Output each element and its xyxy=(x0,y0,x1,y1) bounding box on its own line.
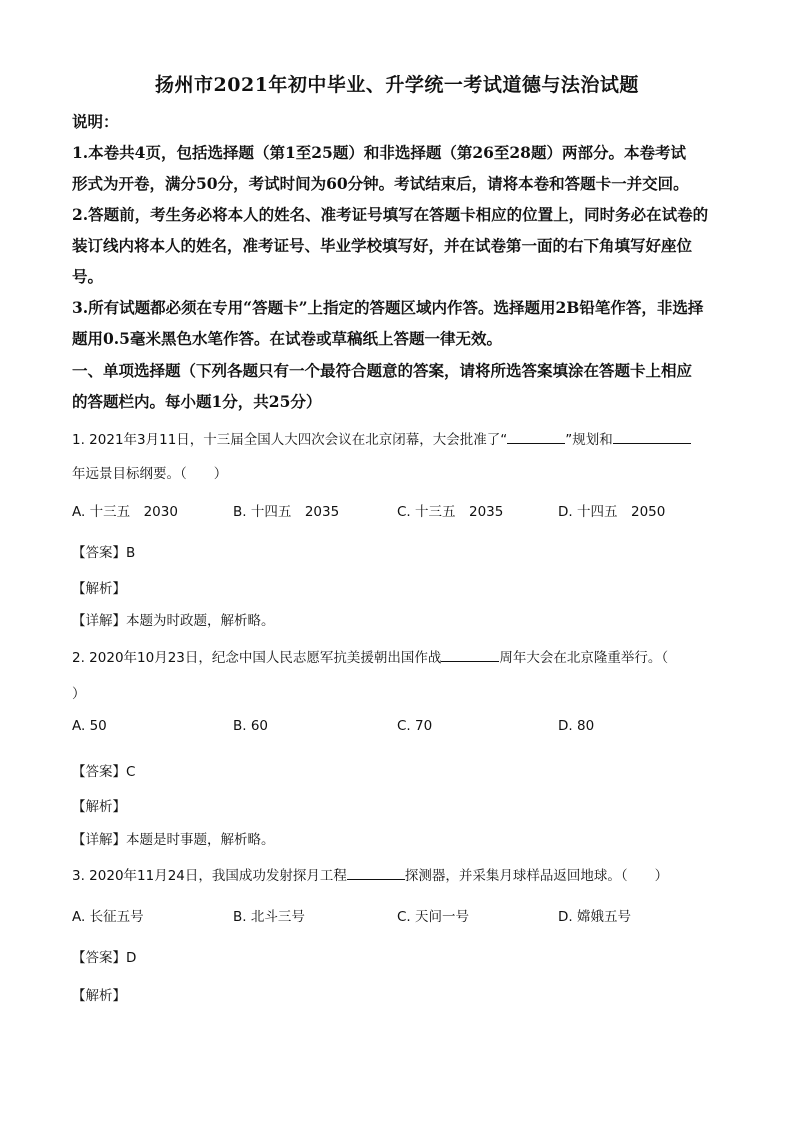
instruction-line: 3.所有试题都必须在专用“答题卡”上指定的答题区域内作答。选择题用2B铅笔作答，非选择 xyxy=(72,298,704,317)
question-3-option-a: A. 长征五号 xyxy=(72,909,144,925)
answer-blank xyxy=(441,649,499,662)
question-1-option-a: A. 十三五 2030 xyxy=(72,504,178,520)
question-2-answer: 【答案】C xyxy=(72,764,136,780)
exam-title: 扬州市2021年初中毕业、升学统一考试道德与法治试题 xyxy=(155,74,639,96)
question-3-option-d: D. 嫦娥五号 xyxy=(558,909,631,925)
instruction-line: 形式为开卷，满分50分，考试时间为60分钟。考试结束后，请将本卷和答题卡一并交回。 xyxy=(72,174,689,193)
question-3-stem-part: 探测器，并采集月球样品返回地球。（ ） xyxy=(404,868,669,884)
instructions-heading: 说明： xyxy=(72,112,119,131)
question-2-analysis: 【解析】 xyxy=(72,799,126,815)
question-1-detail: 【详解】本题为时政题，解析略。 xyxy=(72,613,275,629)
question-1-answer: 【答案】B xyxy=(72,545,136,561)
answer-blank xyxy=(347,867,405,880)
section-heading-cont: 的答题栏内。每小题1分，共25分） xyxy=(72,392,322,411)
answer-blank xyxy=(507,431,565,444)
question-1-option-b: B. 十四五 2035 xyxy=(233,504,340,520)
question-2-option-c: C. 70 xyxy=(397,718,433,734)
question-2-detail: 【详解】本题是时事题，解析略。 xyxy=(72,832,275,848)
question-3-stem xyxy=(72,864,668,884)
question-2-option-a: A. 50 xyxy=(72,718,107,734)
answer-blank xyxy=(613,431,691,444)
question-1-analysis: 【解析】 xyxy=(72,581,126,597)
instruction-line: 1.本卷共4页，包括选择题（第1至25题）和非选择题（第26至28题）两部分。本卷考试 xyxy=(72,143,686,162)
question-3-answer: 【答案】D xyxy=(72,950,137,966)
question-2-option-d: D. 80 xyxy=(558,718,595,734)
section-heading: 一、单项选择题（下列各题只有一个最符合题意的答案，请将所选答案填涂在答题卡上相应 xyxy=(72,361,693,380)
question-2-stem-cont: ） xyxy=(72,686,86,702)
question-3-stem-part: 3. 2020年11月24日，我国成功发射探月工程 xyxy=(72,868,347,884)
question-3-option-c: C. 天问一号 xyxy=(397,909,470,925)
question-1-stem-part: 1. 2021年3月11日，十三届全国人大四次会议在北京闭幕，大会批准了“ xyxy=(72,432,508,448)
question-2-option-b: B. 60 xyxy=(233,718,269,734)
question-2-stem xyxy=(72,646,668,666)
question-2-stem-part: 2. 2020年10月23日，纪念中国人民志愿军抗美援朝出国作战 xyxy=(72,650,442,666)
question-3-option-b: B. 北斗三号 xyxy=(233,909,305,925)
instruction-line: 装订线内将本人的姓名，准考证号、毕业学校填写好，并在试卷第一面的右下角填写好座位 xyxy=(72,236,693,255)
question-1-stem-part: ”规划和 xyxy=(565,432,613,448)
instruction-line: 号。 xyxy=(72,267,104,286)
instruction-line: 2.答题前，考生务必将本人的姓名、准考证号填写在答题卡相应的位置上，同时务必在试卷的 xyxy=(72,205,709,224)
question-3-analysis: 【解析】 xyxy=(72,988,126,1004)
question-1-option-d: D. 十四五 2050 xyxy=(558,504,666,520)
question-1-option-c: C. 十三五 2035 xyxy=(397,504,504,520)
question-1-stem-cont: 年远景目标纲要。（ ） xyxy=(72,466,228,482)
instruction-line: 题用0.5毫米黑色水笔作答。在试卷或草稿纸上答题一律无效。 xyxy=(72,329,502,348)
question-2-stem-part: 周年大会在北京隆重举行。（ xyxy=(499,650,669,666)
question-1-stem xyxy=(72,428,691,448)
